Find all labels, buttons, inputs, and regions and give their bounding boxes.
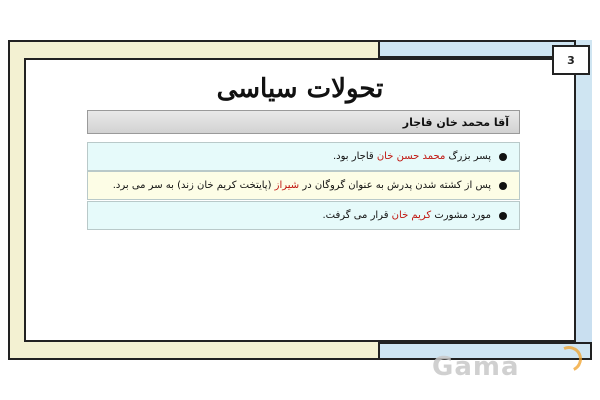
bullet-icon: [499, 153, 507, 161]
bullet-text-part: (پایتخت کریم خان زند) به سر می برد.: [112, 180, 275, 191]
bullet-text-part: قاجار بود.: [333, 151, 377, 162]
slide-title: تحولات سیاسی: [216, 74, 384, 104]
section-header-label: آقا محمد خان قاجار: [402, 115, 509, 129]
bullet-row: [87, 171, 520, 200]
bullet-highlight: کریم خان: [391, 210, 432, 221]
bullet-highlight: محمد حسن خان: [376, 151, 446, 162]
bullet-text-part: پس از کشته شدن پدرش به عنوان گروگان در: [299, 180, 491, 191]
bullet-row: [87, 201, 520, 230]
page-number: 3: [567, 53, 575, 67]
bullet-icon: [499, 182, 507, 190]
watermark-logo: Gama: [432, 352, 520, 382]
page-number-box: [552, 45, 590, 75]
bullet-text-part: پسر بزرگ: [445, 151, 491, 162]
section-header: [87, 110, 520, 134]
right-band-lower: [574, 130, 592, 342]
bullet-row: [87, 142, 520, 171]
bullet-text: [113, 180, 491, 191]
bullet-text: [322, 210, 491, 221]
bullet-icon: [499, 212, 507, 220]
bullet-text: [333, 151, 491, 162]
bullet-text-part: قرار می گرفت.: [322, 210, 392, 221]
bullet-highlight: شیراز: [274, 180, 300, 191]
bullet-text-part: مورد مشورت: [431, 210, 491, 221]
